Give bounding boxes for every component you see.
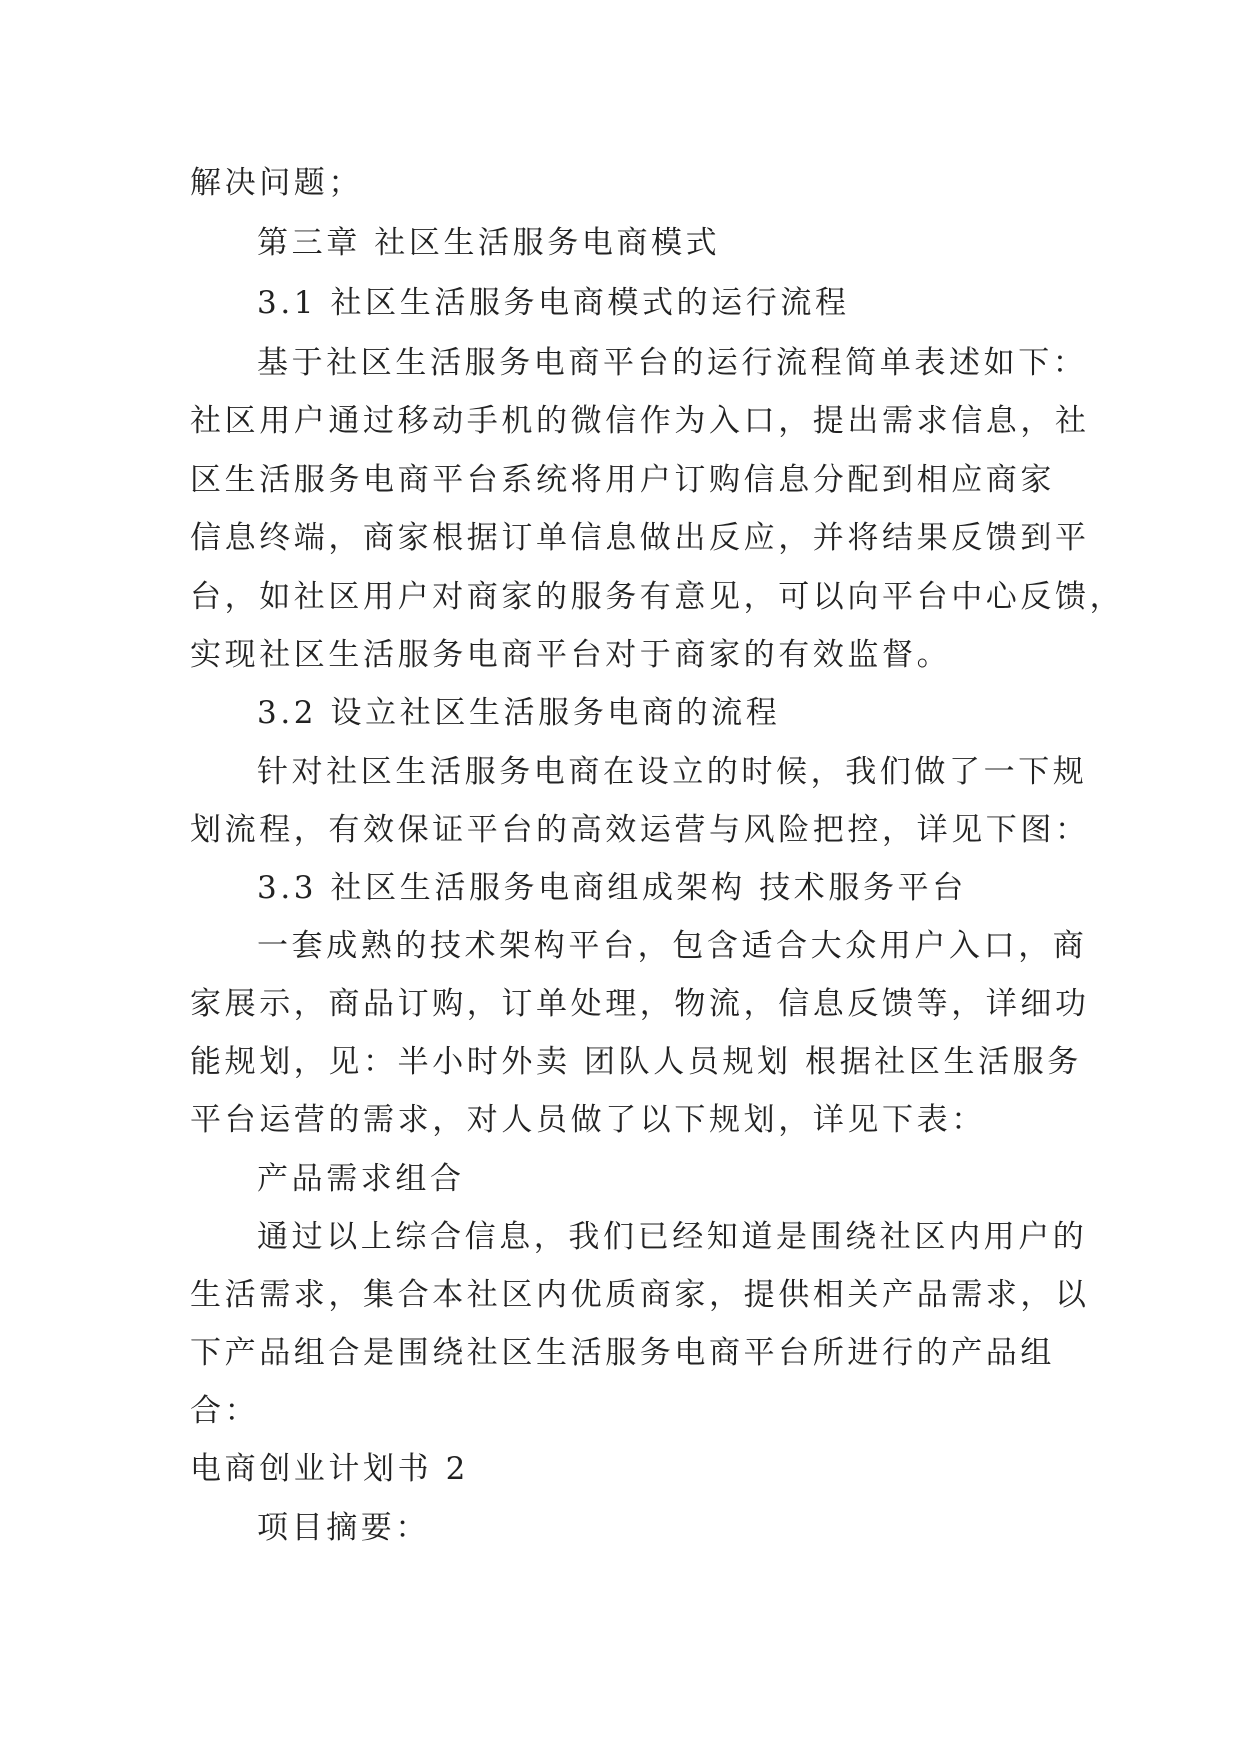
section-heading-3-3: 3.3 社区生活服务电商组成架构 技术服务平台 (257, 870, 967, 906)
project-summary-heading: 项目摘要： (257, 1510, 430, 1546)
paragraph-line: 下产品组合是围绕社区生活服务电商平台所进行的产品组 (190, 1335, 1055, 1371)
paragraph-line: 区生活服务电商平台系统将用户订购信息分配到相应商家 (190, 462, 1055, 498)
paragraph-line: 平台运营的需求，对人员做了以下规划，详见下表： (190, 1102, 986, 1138)
section-heading-3-2: 3.2 设立社区生活服务电商的流程 (257, 695, 781, 731)
chapter-heading: 第三章 社区生活服务电商模式 (257, 225, 721, 261)
section-heading-3-1: 3.1 社区生活服务电商模式的运行流程 (257, 285, 850, 321)
text-line-continuation: 解决问题； (190, 165, 363, 201)
paragraph-line: 划流程，有效保证平台的高效运营与风险把控，详见下图： (190, 812, 1090, 848)
paragraph-line: 信息终端，商家根据订单信息做出反应，并将结果反馈到平 (190, 520, 1090, 556)
paragraph-line: 一套成熟的技术架构平台，包含适合大众用户入口，商 (257, 928, 1088, 964)
paragraph-line: 合： (190, 1393, 260, 1429)
subheading-product-mix: 产品需求组合 (257, 1161, 465, 1197)
paragraph-line: 台，如社区用户对商家的服务有意见，可以向平台中心反馈， (190, 579, 1125, 615)
paragraph-line: 基于社区生活服务电商平台的运行流程简单表述如下： (257, 345, 1088, 381)
paragraph-line: 通过以上综合信息，我们已经知道是围绕社区内用户的 (257, 1219, 1088, 1255)
document-title-2: 电商创业计划书 2 (190, 1451, 469, 1487)
paragraph-line: 生活需求，集合本社区内优质商家，提供相关产品需求，以 (190, 1277, 1090, 1313)
paragraph-line: 能规划，见：半小时外卖 团队人员规划 根据社区生活服务 (190, 1044, 1082, 1080)
paragraph-line: 家展示，商品订购，订单处理，物流，信息反馈等，详细功 (190, 986, 1090, 1022)
paragraph-line: 针对社区生活服务电商在设立的时候，我们做了一下规 (257, 754, 1088, 790)
paragraph-line: 实现社区生活服务电商平台对于商家的有效监督。 (190, 637, 952, 673)
paragraph-line: 社区用户通过移动手机的微信作为入口，提出需求信息，社 (190, 403, 1090, 439)
